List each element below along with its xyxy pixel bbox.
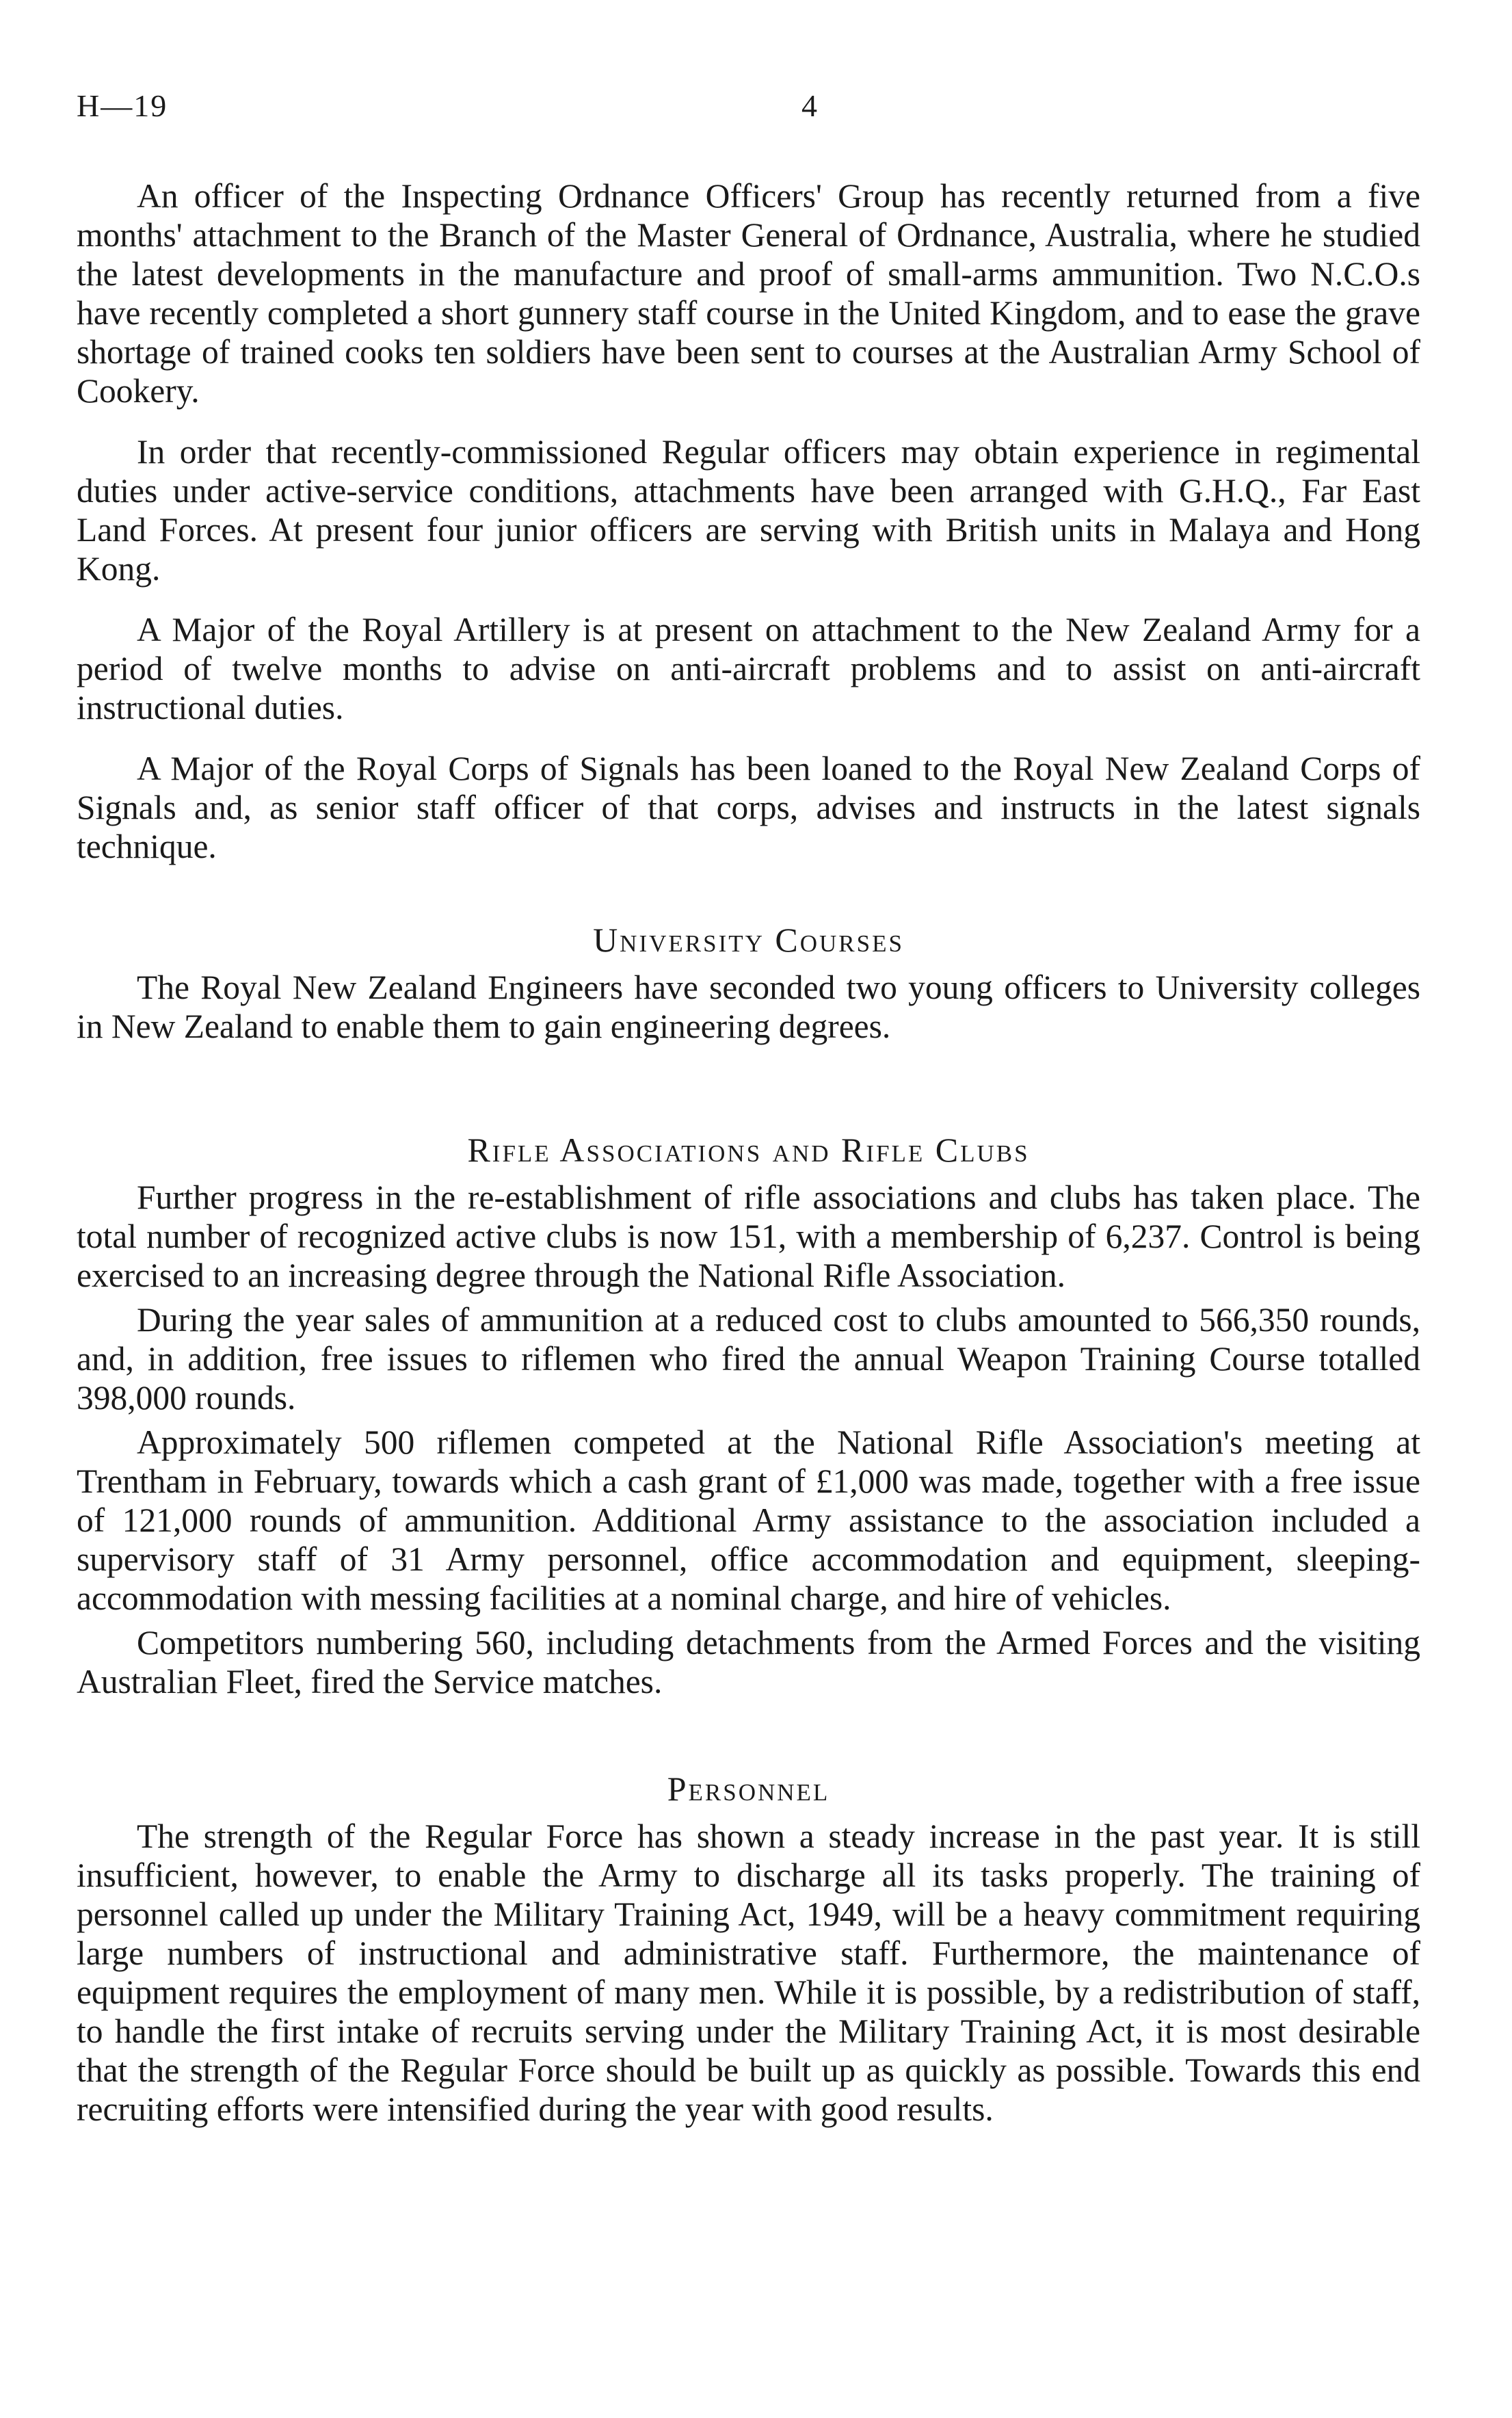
section-heading-rifle-associations: Rifle Associations and Rifle Clubs	[467, 1131, 1030, 1169]
body-text	[77, 176, 1420, 2151]
paragraph-recently-commissioned: In order that recently-commissioned Regular officers may obtain experience in regimental duties under active-service conditions, attachments have been arranged with G.H.Q., Far East Land Forces. At present four junior officers are serving with British units in Malaya and Hong Kong.	[77, 433, 1420, 588]
paragraph-rifle-progress: Further progress in the re-establishment of rifle associations and clubs has taken place. The total number of recognized active clubs is now 151, with a membership of 6,237. Control is being exercised to an increasing degree through the National Rifle Association.	[77, 1179, 1420, 1294]
section-heading-personnel: Personnel	[667, 1770, 830, 1808]
spacer	[77, 1068, 1420, 1131]
paragraph-engineers-seconded: The Royal New Zealand Engineers have seconded two young officers to University colleges in New Zealand to enable them to gain engineering degrees.	[77, 969, 1420, 1045]
paragraph-service-matches: Competitors numbering 560, including detachments from the Armed Forces and the visiting Australian Fleet, fired the Service matches.	[77, 1624, 1420, 1700]
page-header	[77, 88, 1431, 129]
paragraph-ammunition-sales: During the year sales of ammunition at a reduced cost to clubs amounted to 566,350 rounds, and, in addition, free issues to riflemen who fired the annual Weapon Training Course totalled 398,000 rounds.	[77, 1301, 1420, 1417]
paragraph-regular-force-strength: The strength of the Regular Force has shown a steady increase in the past year. It is still insufficient, however, to enable the Army to discharge all its tasks properly. The training of personnel called up under the Military Training Act, 1949, will be a heavy commitment requiring large numbers of instructional and administrative staff. Furthermore, the maintenance of equipment requires the employment of many men. While it is possible, by a redistribution of staff, to handle the first intake of recruits serving under the Military Training Act, it is most desirable that the strength of the Regular Force should be built up as quickly as possible. Towards this end recruiting efforts were intensified during the year with good results.	[77, 1817, 1420, 2128]
page-number: 4	[801, 88, 817, 123]
spacer	[77, 1707, 1420, 1770]
paragraph-trentham-meeting: Approximately 500 riflemen competed at the National Rifle Association's meeting at Trentham in February, towards which a cash grant of £1,000 was made, together with a free issue of 121,000 rounds of ammunition. Additional Army assistance to the association included a supervisory staff of 31 Army personnel, office accommodation and equipment, sleeping-accommodation with messing facilities at a nominal charge, and hire of vehicles.	[77, 1423, 1420, 1617]
document-reference: H—19	[77, 88, 168, 123]
paragraph-ordnance-officer: An officer of the Inspecting Ordnance Officers' Group has recently returned from a five months' attachment to the Branch of the Master General of Ordnance, Australia, where he studied the latest developments in the manufacture and proof of small-arms ammunition. Two N.C.O.s have recently completed a short gunnery staff course in the United Kingdom, and to ease the grave shortage of trained cooks ten soldiers have been sent to courses at the Australian Army School of Cookery.	[77, 177, 1420, 410]
paragraph-royal-artillery: A Major of the Royal Artillery is at present on attachment to the New Zealand Army for a period of twelve months to advise on anti-aircraft problems and to assist on anti-aircraft instructional duties.	[77, 611, 1420, 726]
paragraph-royal-signals: A Major of the Royal Corps of Signals has been loaned to the Royal New Zealand Corps of Signals and, as senior staff officer of that corps, advises and instructs in the latest signals technique.	[77, 750, 1420, 865]
spacer	[77, 888, 1420, 921]
section-heading-university-courses: University Courses	[593, 921, 904, 959]
